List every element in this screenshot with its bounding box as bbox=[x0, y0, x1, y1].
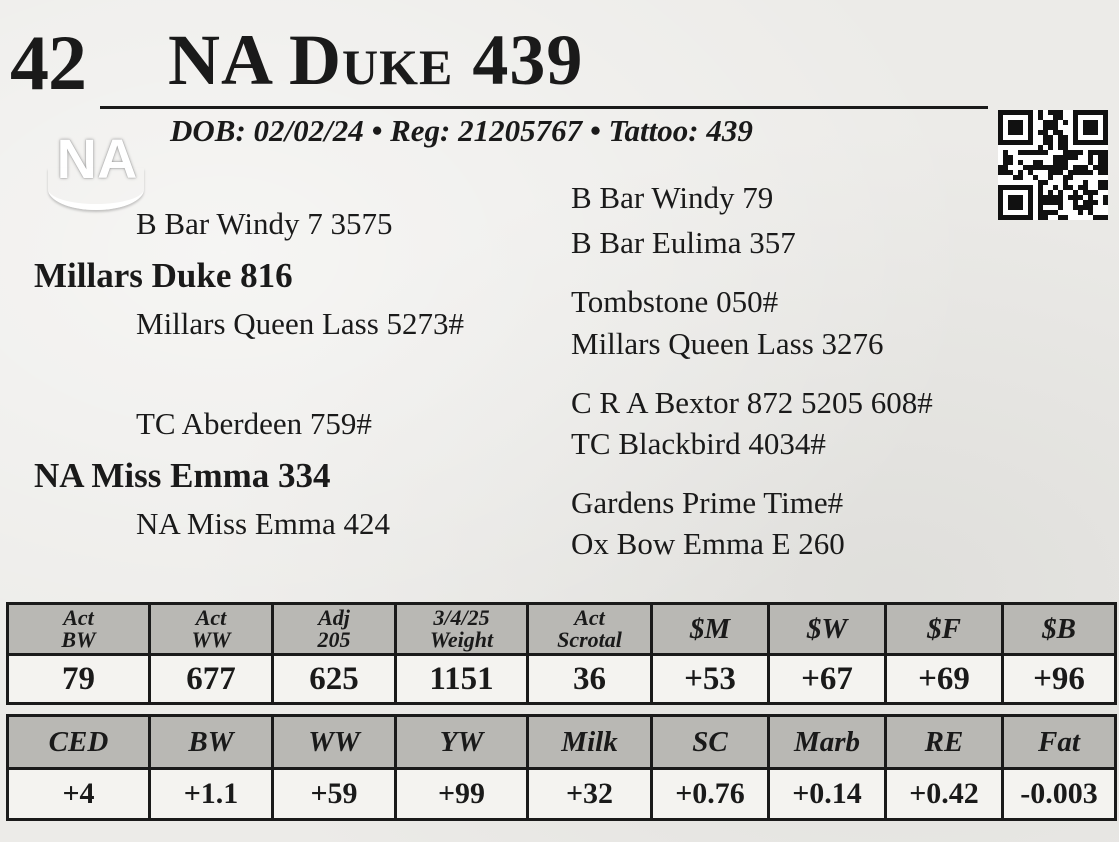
epd-header-cell: RE bbox=[886, 716, 1003, 769]
epd-value-cell: +4 bbox=[8, 769, 150, 820]
epd-values-row bbox=[8, 769, 1116, 820]
epd-table bbox=[6, 714, 1117, 821]
epd-header-cell: SC bbox=[652, 716, 769, 769]
epd-header-cell: CED bbox=[8, 716, 150, 769]
sire: Millars Duke 816 bbox=[34, 256, 293, 295]
qr-code-icon[interactable] bbox=[998, 110, 1108, 220]
great-grandparent: C R A Bextor 872 5205 608# bbox=[571, 385, 933, 420]
epd-header-cell: Marb bbox=[769, 716, 886, 769]
epd-value-cell: +0.42 bbox=[886, 769, 1003, 820]
performance-value-cell: 625 bbox=[273, 655, 396, 704]
performance-values-row bbox=[8, 655, 1116, 704]
epd-value-cell: +0.76 bbox=[652, 769, 769, 820]
epd-header-row bbox=[8, 716, 1116, 769]
lot-number: 42 bbox=[10, 19, 86, 106]
performance-header-cell: 3/4/25 Weight bbox=[396, 604, 528, 655]
animal-name: NA Duke 439 bbox=[168, 20, 584, 100]
great-grandparent: B Bar Eulima 357 bbox=[571, 225, 796, 260]
performance-header-cell: Act BW bbox=[8, 604, 150, 655]
epd-value-cell: +0.14 bbox=[769, 769, 886, 820]
title-rule bbox=[100, 106, 988, 109]
performance-value-cell: +67 bbox=[769, 655, 886, 704]
performance-value-cell: +96 bbox=[1003, 655, 1116, 704]
performance-value-cell: 79 bbox=[8, 655, 150, 704]
epd-value-cell: +59 bbox=[273, 769, 396, 820]
performance-header-cell: Adj 205 bbox=[273, 604, 396, 655]
na-logo-arc bbox=[48, 168, 144, 210]
dam-sire: TC Aberdeen 759# bbox=[136, 406, 372, 441]
animal-info-line: DOB: 02/02/24 • Reg: 21205767 • Tattoo: 439 bbox=[170, 113, 753, 148]
performance-value-cell: +69 bbox=[886, 655, 1003, 704]
dam-dam: NA Miss Emma 424 bbox=[136, 506, 391, 541]
great-grandparent: TC Blackbird 4034# bbox=[571, 426, 826, 461]
performance-header-cell: $B bbox=[1003, 604, 1116, 655]
performance-header-cell: Act WW bbox=[150, 604, 273, 655]
performance-header-cell: $F bbox=[886, 604, 1003, 655]
performance-value-cell: +53 bbox=[652, 655, 769, 704]
epd-header-cell: YW bbox=[396, 716, 528, 769]
performance-header-row bbox=[8, 604, 1116, 655]
performance-header-cell: $W bbox=[769, 604, 886, 655]
na-logo bbox=[42, 120, 152, 210]
sire-sire: B Bar Windy 7 3575 bbox=[136, 206, 393, 241]
great-grandparent: Gardens Prime Time# bbox=[571, 485, 844, 520]
sire-dam: Millars Queen Lass 5273# bbox=[136, 306, 465, 341]
epd-value-cell: +1.1 bbox=[150, 769, 273, 820]
performance-header-cell: Act Scrotal bbox=[528, 604, 652, 655]
epd-value-cell: -0.003 bbox=[1003, 769, 1116, 820]
great-grandparent: Millars Queen Lass 3276 bbox=[571, 326, 884, 361]
epd-header-cell: Milk bbox=[528, 716, 652, 769]
performance-header-cell: $M bbox=[652, 604, 769, 655]
performance-value-cell: 36 bbox=[528, 655, 652, 704]
dam: NA Miss Emma 334 bbox=[34, 456, 331, 495]
great-grandparent: Ox Bow Emma E 260 bbox=[571, 526, 845, 561]
performance-value-cell: 1151 bbox=[396, 655, 528, 704]
epd-value-cell: +99 bbox=[396, 769, 528, 820]
great-grandparent: B Bar Windy 79 bbox=[571, 180, 774, 215]
epd-header-cell: WW bbox=[273, 716, 396, 769]
performance-value-cell: 677 bbox=[150, 655, 273, 704]
epd-value-cell: +32 bbox=[528, 769, 652, 820]
performance-table bbox=[6, 602, 1117, 705]
epd-header-cell: BW bbox=[150, 716, 273, 769]
na-logo-text: NA bbox=[56, 127, 138, 190]
great-grandparent: Tombstone 050# bbox=[571, 284, 779, 319]
epd-header-cell: Fat bbox=[1003, 716, 1116, 769]
